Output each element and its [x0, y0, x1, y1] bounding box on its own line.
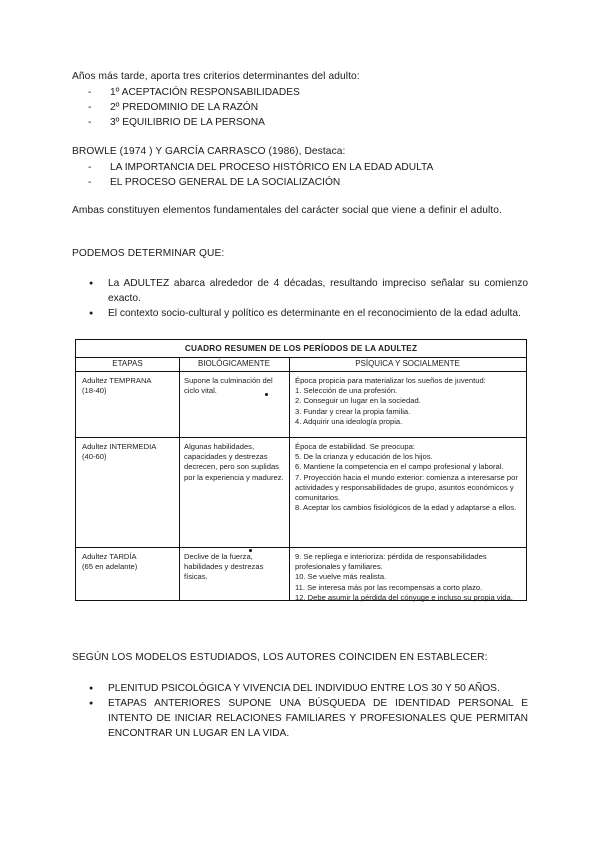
list-item: 6. Mantiene la competencia en el campo profesional y laboral. [295, 462, 504, 472]
ambas-paragraph: Ambas constituyen elementos fundamentales del carácter social que viene a definir el adulto. [72, 205, 502, 216]
table-row-intermedia-etapa [82, 442, 176, 462]
table-divider [289, 357, 290, 600]
table-row-tardia-etapa [82, 552, 176, 572]
table-divider [76, 547, 526, 548]
list-item: - 3º EQUILIBRIO DE LA PERSONA [88, 115, 528, 130]
conclusions-list [88, 681, 528, 741]
table-row-tardia-bio: Declive de la fuerza, habilidades y destrezas físicas. [184, 552, 264, 582]
etapa-range: (40-60) [82, 452, 107, 462]
summary-table [75, 339, 527, 601]
table-header-row [76, 357, 526, 372]
browle-paragraph: BROWLE (1974 ) Y GARCÍA CARRASCO (1986), Destaca: [72, 146, 346, 157]
table-divider [76, 437, 526, 438]
etapa-label: Adultez INTERMEDIA [82, 442, 157, 451]
list-item: - EL PROCESO GENERAL DE LA SOCIALIZACIÓN [88, 175, 528, 190]
list-item: ● ETAPAS ANTERIORES SUPONE UNA BÚSQUEDA DE IDENTIDAD PERSONAL E INTENTO DE INICIAR RELACIONES FAMILIARES Y PROFESIONALES QUE PERMITAN ENCONTRAR UN LUGAR EN LA VIDA. [88, 696, 528, 741]
list-item: - 2º PREDOMINIO DE LA RAZÓN [88, 100, 528, 115]
segun-heading: SEGÚN LOS MODELOS ESTUDIADOS, LOS AUTORES COINCIDEN EN ESTABLECER: [72, 652, 488, 663]
table-title: CUADRO RESUMEN DE LOS PERÍODOS DE LA ADULTEZ [76, 340, 526, 358]
table-row-tardia-psi [295, 552, 523, 603]
criteria-list [88, 85, 528, 130]
table-row-intermedia-psi [295, 442, 523, 513]
list-item: 5. De la crianza y educación de los hijos. [295, 452, 433, 462]
table-row-temprana-etapa [82, 376, 176, 396]
psi-intro: Época propicia para materializar los sueños de juventud: [295, 376, 486, 385]
scan-mark [249, 549, 252, 552]
list-item: - 1º ACEPTACIÓN RESPONSABILIDADES [88, 85, 528, 100]
browle-list [88, 160, 528, 190]
intro-paragraph: Años más tarde, aporta tres criterios determinantes del adulto: [72, 71, 360, 82]
table-row-intermedia-bio: Algunas habilidades, capacidades y destrezas decrecen, pero son suplidas por la experiencia y madurez. [184, 442, 284, 482]
table-row-temprana-psi [295, 376, 523, 427]
list-item: 11. Se interesa más por las recompensas a corto plazo. [295, 582, 483, 592]
list-item: 9. Se repliega e interioriza: pérdida de responsabilidades profesionales y familiares. [295, 552, 487, 572]
list-item: 12. Debe asumir la pérdida del cónyuge e incluso su propia vida. [295, 592, 513, 602]
list-item: ● El contexto socio-cultural y político es determinante en el reconocimiento de la edad adulta. [88, 306, 528, 321]
etapa-range: (65 en adelante) [82, 562, 138, 572]
podemos-heading: PODEMOS DETERMINAR QUE: [72, 248, 225, 259]
list-item: 4. Adquirir una ideología propia. [295, 416, 403, 426]
header-psiquica: PSÍQUICA Y SOCIALMENTE [355, 359, 460, 368]
list-item: 7. Proyección hacia el mundo exterior: comienza a interesarse por actividades y responsabilidades de grupo, asuntos económicos y comunitarios. [295, 472, 518, 503]
determine-list [88, 276, 528, 321]
list-item: 10. Se vuelve más realista. [295, 572, 387, 582]
list-item: 2. Conseguir un lugar en la sociedad. [295, 396, 421, 406]
list-item: ● PLENITUD PSICOLÓGICA Y VIVENCIA DEL INDIVIDUO ENTRE LOS 30 Y 50 AÑOS. [88, 681, 528, 696]
etapa-label: Adultez TEMPRANA [82, 376, 152, 385]
list-item: 1. Selección de una profesión. [295, 386, 398, 396]
list-item: - LA IMPORTANCIA DEL PROCESO HISTÓRICO EN LA EDAD ADULTA [88, 160, 528, 175]
table-row-temprana-bio: Supone la culminación del ciclo vital. [184, 376, 273, 396]
scan-mark [265, 393, 268, 396]
psi-intro: Época de estabilidad. Se preocupa: [295, 442, 415, 451]
etapa-label: Adultez TARDÍA [82, 552, 137, 561]
list-item: 8. Aceptar los cambios fisiológicos de la edad y adaptarse a ellos. [295, 503, 517, 513]
table-divider [179, 357, 180, 600]
list-item: ● La ADULTEZ abarca alrededor de 4 décadas, resultando impreciso señalar su comienzo exacto. [88, 276, 528, 306]
header-etapas: ETAPAS [112, 359, 143, 368]
list-item: 3. Fundar y crear la propia familia. [295, 406, 411, 416]
header-biologicamente: BIOLÓGICAMENTE [197, 359, 270, 368]
etapa-range: (18-40) [82, 386, 107, 396]
